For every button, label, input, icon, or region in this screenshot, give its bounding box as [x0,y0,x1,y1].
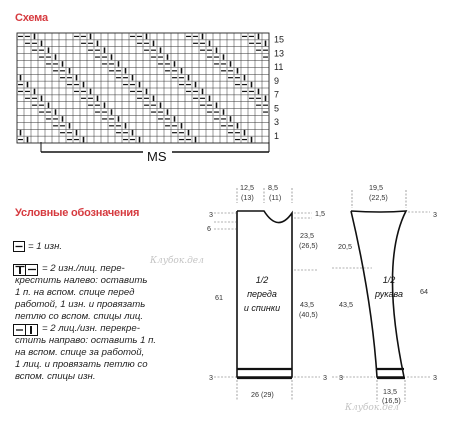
legend-item-purl: = 1 изн. [28,241,63,252]
watermark-1: Клубок.дел [150,256,204,266]
body-left-3: 3 [209,210,213,219]
body-armhole2: (26,5) [299,241,318,250]
sleeve-cap: 20,5 [338,242,352,251]
row-number: 13 [274,48,285,59]
body-top-b: 8,5 [268,183,278,192]
sleeve-hem-left: 3 [339,373,343,382]
body-label-1: 1/2 [255,275,269,285]
row-number: 3 [274,117,280,128]
body-top-b2: (11) [269,193,282,202]
sleeve-pattern [332,183,437,405]
row-number: 9 [274,75,280,86]
body-pattern [207,183,327,400]
legend-title: Условные обозначения [15,207,140,219]
sleeve-top: 19,5 [369,183,383,192]
ms-label: MS [147,149,167,164]
body-right-1-5: 1,5 [315,209,325,218]
body-top-a: 12,5 [240,183,254,192]
sleeve-label-1: 1/2 [382,275,396,285]
body-armhole: 23,5 [300,231,314,240]
sleeve-bottom2: (16,5) [382,396,401,405]
row-number: 5 [274,103,280,114]
body-side: 43,5 [300,300,314,309]
row-number: 1 [274,130,280,141]
sleeve-top2: (22,5) [369,193,388,202]
body-side2: (40,5) [299,310,318,319]
sleeve-hem-right: 3 [433,373,437,382]
body-hem-left: 3 [209,373,213,382]
sleeve-length: 43,5 [339,300,353,309]
body-label-2: переда [247,289,277,299]
sleeve-total: 64 [420,287,428,296]
body-width: 26 (29) [251,390,274,399]
sleeve-right-3: 3 [433,210,437,219]
legend-item-cross-right: = 2 лиц./изн. перекре- стить направо: оставить 1 п. на вспом. спице за работой, 1 лиц. и провязать петлю со вспом. спицы изн. [15,323,157,382]
watermark-2: Клубок.дел [345,403,399,413]
legend-item-cross-left: = 2 изн./лиц. пере- крестить налево: оставить 1 п. на вспом. спице перед работой, 1 изн. и провязать петлю со вспом. спицы лиц. [15,263,148,322]
sleeve-bottom: 13,5 [383,387,397,396]
sleeve-label-2: рукава [375,289,403,299]
row-number: 15 [274,34,285,45]
chart-title: Схема [15,12,48,24]
body-hem-right: 3 [323,373,327,382]
body-label-3: и спинки [243,303,281,313]
body-left-6: 6 [207,224,211,233]
body-top-a2: (13) [241,193,254,202]
row-number: 11 [274,62,284,73]
body-total: 61 [215,293,223,302]
row-number: 7 [274,89,280,100]
